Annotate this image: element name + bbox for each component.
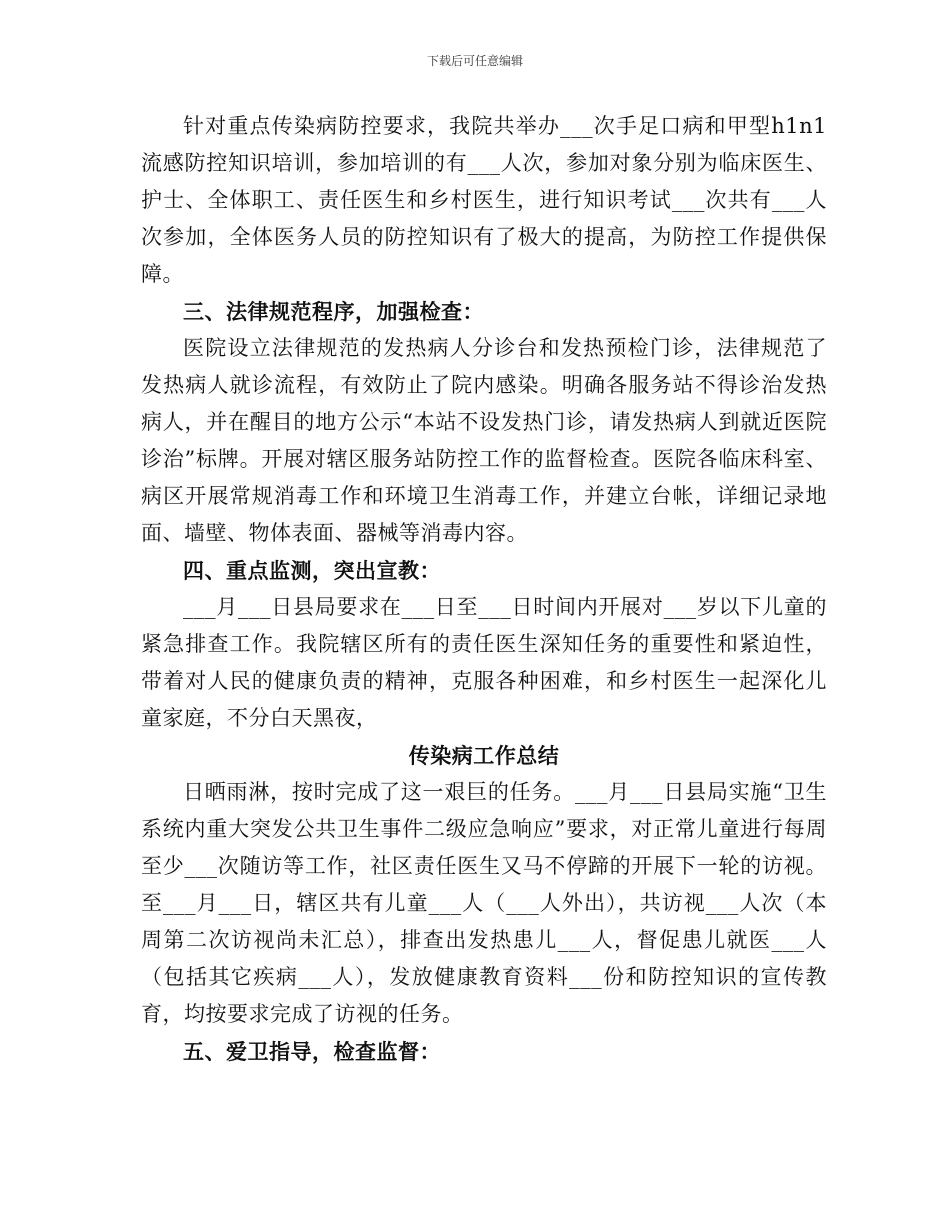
- paragraph-monitoring: ___月___日县局要求在___日至___日时间内开展对___岁以下儿童的紧急排查工作。我院辖区所有的责任医生深知任务的重要性和紧迫性，带着对人民的健康负责的精神，克服各种困难，和乡村医生一起深化儿童家庭，不分白天黑夜，: [141, 595, 827, 730]
- section-heading-3: 三、法律规范程序，加强检查：: [183, 299, 484, 324]
- page-header: 下载后可任意编辑: [426, 54, 523, 68]
- paragraph-training: 针对重点传染病防控要求，我院共举办___次手足口病和甲型h1n1流感防控知识培训，参加培训的有___人次，参加对象分别为临床医生、护士、全体职工、责任医生和乡村医生，进行知识考试___次共有___人次参加，全体医务人员的防控知识有了极大的提高，为防控工作提供保障。: [141, 114, 827, 286]
- document-title: 传染病工作总结: [408, 743, 560, 768]
- section-heading-5: 五、爱卫指导，检查监督：: [183, 1039, 441, 1064]
- paragraph-inspection: 医院设立法律规范的发热病人分诊台和发热预检门诊，法律规范了发热病人就诊流程，有效防止了院内感染。明确各服务站不得诊治发热病人，并在醒目的地方公示“本站不设发热门诊，请发热病人到就近医院诊治”标牌。开展对辖区服务站防控工作的监督检查。医院各临床科室、病区开展常规消毒工作和环境卫生消毒工作，并建立台帐，详细记录地面、墙壁、物体表面、器械等消毒内容。: [141, 336, 827, 545]
- paragraph-visits: 日晒雨淋，按时完成了这一艰巨的任务。___月___日县局实施“卫生系统内重大突发公共卫生事件二级应急响应”要求，对正常儿童进行每周至少___次随访等工作，社区责任医生又马不停蹄的开展下一轮的访视。至___月___日，辖区共有儿童___人（___人外出），共访视___人次（本周第二次访视尚未汇总），排查出发热患儿___人，督促患儿就医___人（包括其它疾病___人），发放健康教育资料___份和防控知识的宣传教育，均按要求完成了访视的任务。: [141, 780, 827, 1026]
- section-heading-4: 四、重点监测，突出宣教：: [183, 558, 441, 583]
- document-body: [141, 108, 827, 1070]
